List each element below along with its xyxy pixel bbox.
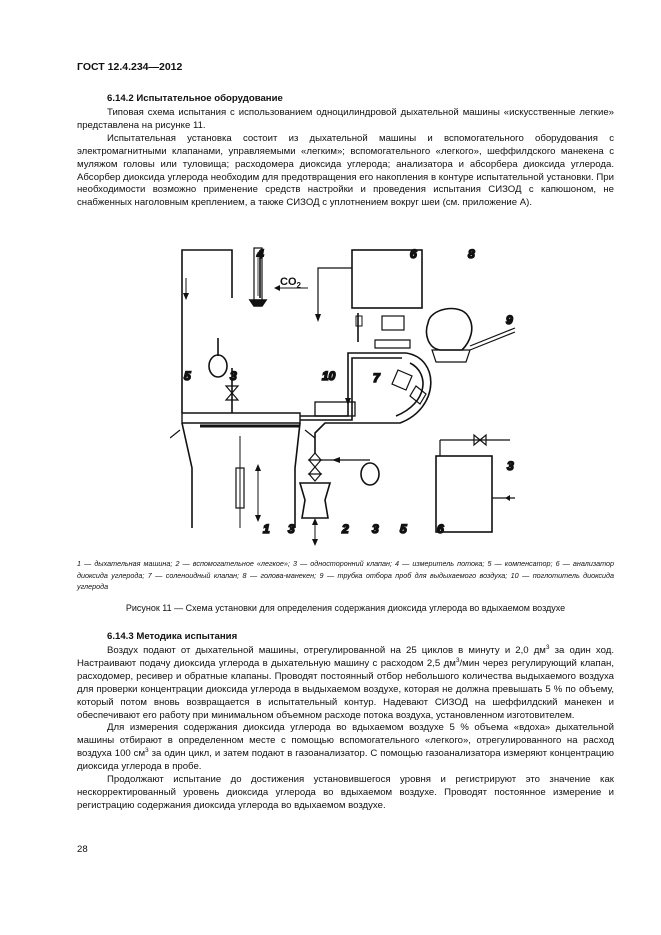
label-10: 10 [322, 369, 336, 383]
label-9: 9 [506, 313, 513, 327]
label-1: 1 [263, 522, 270, 536]
section-body-method [77, 645, 614, 813]
label-2: 2 [342, 522, 349, 536]
paragraph: Воздух подают от дыхательной машины, отрегулированной на 25 циклов в минуту и 2,0 $дм^3$ за один ход. Настраивают подачу диоксида углерода в дыхательную машину с расходом 2,5 $дм^3$/мин через регулирующий клапан, расходомер, ресивер и обратные клапаны. Проводят постоянный отбор небольшого количества выдыхаемого воздуха для проверки концентрации диоксида углерода в выдыхаемом воздухе, которая не должна превышать 5 % по объему, который потом вновь возвращается в испытательный контур. Надевают СИЗОД на шеффилдский манекен и обеспечивают его работу при минимальном объемном расходе потока воздуха, установленном изготовителем. [77, 643, 615, 721]
label-3-mid: 3 [372, 522, 379, 536]
figure-caption: Рисунок 11 — Схема установки для определения содержания диоксида углерода во вдыхаемом воздухе [125, 603, 566, 613]
paragraph: Для измерения содержания диоксида углерода во вдыхаемом воздухе 5 % объема «вдоха» дыхательной машины отбирают в определенном месте с помощью вспомогательного «легкого», отрегулированного на расход воздуха 100 $см^3$ за один цикл, и затем подают в газоанализатор. С помощью газоанализатора измеряют концентрацию диоксида углерода в пробе. [77, 722, 614, 773]
paragraph: Типовая схема испытания с использованием одноцилиндровой дыхательной машины «искусственные легкие» представлена на рисунке 11. [77, 107, 614, 131]
label-3-bottom: 3 [288, 522, 295, 536]
label-5-left: 5 [184, 369, 191, 383]
section-body-equipment [77, 107, 614, 210]
section-title-equipment: 6.14.2 Испытательное оборудование [107, 93, 283, 104]
label-4: 4 [257, 247, 264, 261]
section-title-method: 6.14.3 Методика испытания [107, 631, 238, 642]
label-7: 7 [373, 371, 380, 385]
page-number: 28 [77, 844, 88, 855]
document-header: ГОСТ 12.4.234—2012 [77, 61, 183, 73]
label-co2: $CO_2$ [280, 276, 301, 290]
figure-11-diagram [170, 238, 520, 555]
figure-legend: 1 — дыхательная машина; 2 — вспомогательное «легкое»; 3 — односторонний клапан; 4 — измеритель потока; 5 — компенсатор; 6 — анализатор диоксида углерода; 7 — соленоидный клапан; 8 — голова-манекен; 9 — трубка отбора проб для выдыхаемого воздуха; 10 — поглотитель диоксида углерода [77, 559, 614, 591]
label-3-right: 3 [507, 459, 514, 473]
paragraph: Продолжают испытание до достижения установившегося уровня и регистрируют это значение как нескорректированный уровень диоксида углерода во вдыхаемом воздухе. Проводят постоянное измерение и регистрацию содержания диоксида углерода во вдыхаемом воздухе. [77, 774, 614, 811]
label-5-right: 5 [400, 522, 407, 536]
label-8: 8 [468, 247, 475, 261]
label-3-left: 3 [230, 369, 237, 383]
label-6-bottom: 6 [437, 522, 444, 536]
label-6-top: 6 [410, 247, 417, 261]
paragraph: Испытательная установка состоит из дыхательной машины и вспомогательного оборудования с электромагнитными клапанами, управляемыми «легким»; вспомогательного «легкого», шеффилдского манекена с муляжом головы или туловища; расходомера диоксида углерода; анализатора и абсорбера диоксида углерода. Абсорбер диоксида углерода необходим для предотвращения его накопления в контуре испытательной установки. При необходимости возможно применение средств настройки и проведения испытания СИЗОД с капюшоном, не снабженных наголовным креплением, а также СИЗОД с уплотнением вокруг шеи (см. приложение А). [77, 132, 614, 209]
